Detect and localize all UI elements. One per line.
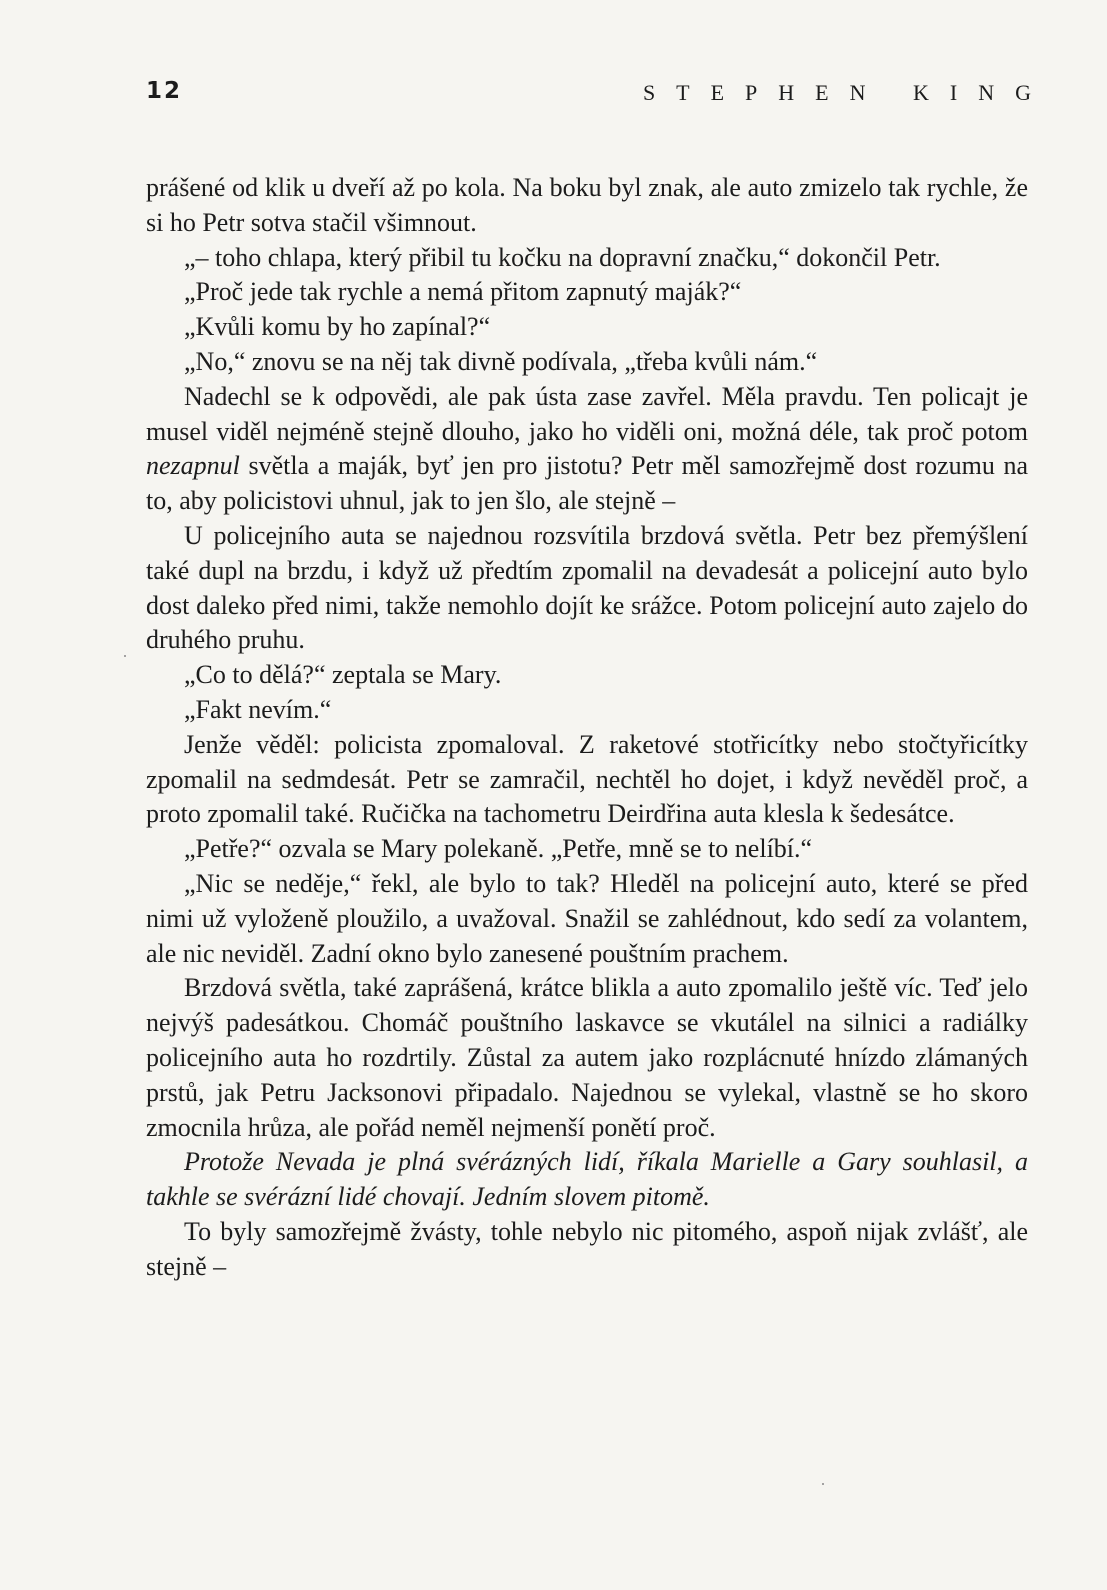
paragraph <box>146 728 1028 832</box>
paragraph-text: Protože Nevada je plná svérázných lidí, říkala Marielle a Gary souhlasil, a takhle se svérázní lidé chovají. Jedním slovem pitomě. <box>146 1147 1028 1212</box>
paragraph <box>146 971 1028 1145</box>
paragraph <box>146 171 1028 241</box>
paragraph-text: prášené od klik u dveří až po kola. Na boku byl znak, ale auto zmizelo tak rychle, že si ho Petr sotva stačil všimnout. <box>146 173 1028 237</box>
paragraph-text: To byly samozřejmě žvásty, tohle nebylo nic pitomého, aspoň nijak zvlášť, ale stejně – <box>146 1216 1028 1281</box>
emphasized-text: nezapnul <box>146 451 240 481</box>
paragraph-text: „Co to dělá?“ zeptala se Mary. <box>184 660 502 690</box>
paragraph-text: Nadechl se k odpovědi, ale pak ústa zase zavřel. Měla pravdu. Ten policajt je musel viděl nejméně stejně dlouho, jako ho viděli oni, možná déle, tak proč potom <box>146 381 1028 446</box>
paragraph-text: „Proč jede tak rychle a nemá přitom zapnutý maják?“ <box>184 277 742 307</box>
paragraph-text: „Fakt nevím.“ <box>184 694 332 724</box>
paragraph-text: „Petře?“ ozvala se Mary polekaně. „Petře, mně se to nelíbí.“ <box>184 834 813 864</box>
paragraph-text: „Nic se neděje,“ řekl, ale bylo to tak? Hleděl na policejní auto, které se před nimi už vyloženě ploužilo, a uvažoval. Snažil se zahlédnout, kdo sedí za volantem, ale nic neviděl. Zadní okno bylo zanesené pouštním prachem. <box>146 868 1028 968</box>
paragraph-text: Brzdová světla, také zaprášená, krátce blikla a auto zpomalilo ještě víc. Teď jelo nejvýš padesátkou. Chomáč pouštního laskavce se vkutálel na silnici a radiálky policejního auta ho rozdrtily. Zůstal za autem jako rozplácnuté hnízdo zlámaných prstů, jak Petru Jacksonovi připadalo. Najednou se vylekal, vlastně se ho skoro zmocnila hrůza, ale pořád neměl nejmenší ponětí proč. <box>146 973 1028 1142</box>
paragraph <box>146 241 1028 276</box>
paragraph <box>146 1145 1028 1215</box>
paragraph-text: „Kvůli komu by ho zapínal?“ <box>184 312 491 342</box>
paragraph-text: „– toho chlapa, který přibil tu kočku na dopravní značku,“ dokončil Petr. <box>184 242 941 272</box>
speck-mark <box>822 1483 824 1485</box>
paragraph-text: Jenže věděl: policista zpomaloval. Z raketové stotřicítky nebo stočtyřicítky zpomalil na sedmdesát. Petr se zamračil, nechtěl ho dojet, i když nevěděl proč, a proto zpomalil také. Ručička na tachometru Deirdřina auta klesla k šedesátce. <box>146 729 1028 829</box>
paragraph <box>146 832 1028 867</box>
running-head: STEPHEN KING <box>642 80 1052 105</box>
paragraph <box>146 658 1028 693</box>
paragraph <box>146 693 1028 728</box>
paragraph <box>146 345 1028 380</box>
paragraph <box>146 867 1028 971</box>
paragraph <box>146 1215 1028 1285</box>
paragraph <box>146 380 1028 519</box>
speck-mark <box>124 655 126 657</box>
paragraph <box>146 275 1028 310</box>
page-header <box>146 78 1052 114</box>
paragraph-text: U policejního auta se najednou rozsvítila brzdová světla. Petr bez přemýšlení také dupl na brzdu, i když už předtím zpomalil na devadesát a policejní auto bylo dost daleko před nimi, takže nemohlo dojít ke srážce. Potom policejní auto zajelo do druhého pruhu. <box>146 520 1028 655</box>
paragraph-text: světla a maják, byť jen pro jistotu? Petr měl samozřejmě dost rozumu na to, aby policistovi uhnul, jak to jen šlo, ale stejně – <box>146 451 1028 516</box>
page-number: 12 <box>146 78 183 104</box>
paragraph-text: „No,“ znovu se na něj tak divně podívala, „třeba kvůli nám.“ <box>184 346 818 376</box>
body-text <box>146 171 1028 1285</box>
paragraph <box>146 310 1028 345</box>
paragraph <box>146 519 1028 658</box>
